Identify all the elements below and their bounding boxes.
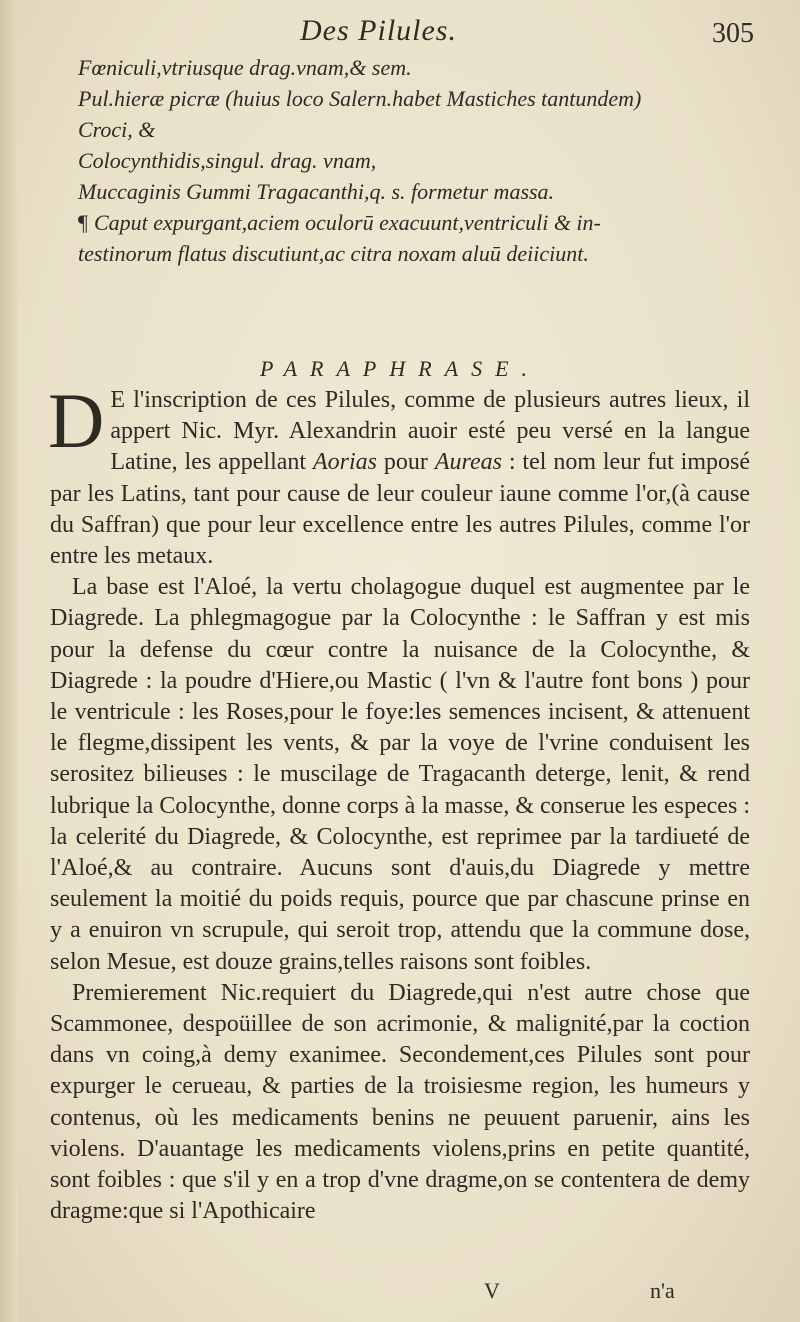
running-head bbox=[0, 14, 800, 54]
section-heading: PARAPHRASE. bbox=[259, 356, 541, 381]
italic-term: Aureas bbox=[434, 449, 502, 476]
paragraph-text: pour bbox=[377, 449, 435, 476]
italic-term: Aorias bbox=[313, 449, 378, 476]
recipe-block bbox=[78, 52, 778, 269]
page-number: 305 bbox=[712, 18, 754, 49]
recipe-note-line: testinorum flatus discutiunt,ac citra noxam aluū deiiciunt. bbox=[78, 241, 589, 266]
page-footer bbox=[0, 1278, 800, 1308]
running-head-title: Des Pilules. bbox=[300, 14, 457, 47]
recipe-line: Pul.hieræ picræ (huius loco Salern.habet Mastiches tantundem) bbox=[78, 86, 642, 111]
paragraph: Premierement Nic.requiert du Diagrede,qui n'est autre chose que Scammonee, despoüillee de son acrimonie, & malignité,par la coction dans vn coing,à demy exanimee. Secondement,ces Pilules sont pour expurger le cerueau, & parties de la troisiesme region, les humeurs y contenus, où les medicaments benins ne peuuent paruenir, ains les violens. D'auantage les medicaments violens,prins en petite quantité, sont foibles : que s'il y en a trop d'vne dragme,on se contentera de demy dragme:que si l'Apothicaire bbox=[50, 979, 750, 1225]
pilcrow-icon: ¶ bbox=[78, 210, 88, 235]
paragraph: La base est l'Aloé, la vertu cholagogue duquel est augmentee par le Diagrede. La phlegmagogue par la Colocynthe : le Saffran y est mis pour la defense du cœur contre la nuisance de la Colocynthe, & Diagrede : la poudre d'Hiere,ou Mastic ( l'vn & l'autre font bons ) pour le ventricule : les Roses,pour le foye:les semences incisent, & attenuent le flegme,dissipent les vents, & par la voye de l'vrine conduisent les serositez bilieuses : le muscilage de Tragacanth deterge, lenit, & rend lubrique la Colocynthe, donne corps à la masse, & conserue les especes : la celerité du Diagrede, & Colocynthe, est reprimee par la tardiueté de l'Aloé,& au contraire. Aucuns sont d'auis,du Diagrede y mettre seulement la moitié du poids requis, pource que par chascune prinse en y a enuiron vn scrupule, qui seroit trop, attendu que la commune dose, selon Mesue, est douze grains,telles raisons sont foibles. bbox=[50, 574, 750, 975]
recipe-line: Muccaginis Gummi Tragacanthi,q. s. formetur massa. bbox=[78, 179, 555, 204]
recipe-note-text: Caput expurgant,aciem oculorū exacuunt,ventriculi & in- bbox=[93, 210, 601, 235]
paragraph bbox=[48, 377, 751, 572]
paragraph-text: : tel nom leur fut imposé par les Latins, tant pour cause de leur couleur iaune comme l'or,(à cause du Saffran) que pour leur excellence entre les autres Pilules, comme l'or entre les metaux. bbox=[50, 449, 751, 570]
recipe-line: Colocynthidis,singul. drag. vnam, bbox=[78, 148, 377, 173]
recipe-line: Croci, & bbox=[78, 117, 156, 142]
signature-mark: V bbox=[484, 1278, 500, 1303]
body-text bbox=[48, 377, 751, 1227]
page-gutter bbox=[0, 0, 18, 1322]
paragraph-text: E l'inscription de ces Pilules, comme de plusieurs autres lieux, il appert Nic. Myr. Alexandrin auoir esté peu versé en la langue Latine, les appellant bbox=[110, 387, 750, 476]
catchword: n'a bbox=[650, 1278, 675, 1303]
recipe-line: Fœniculi,vtriusque drag.vnam,& sem. bbox=[78, 55, 412, 80]
drop-cap: D bbox=[48, 377, 105, 464]
recipe-note-line bbox=[78, 207, 778, 238]
